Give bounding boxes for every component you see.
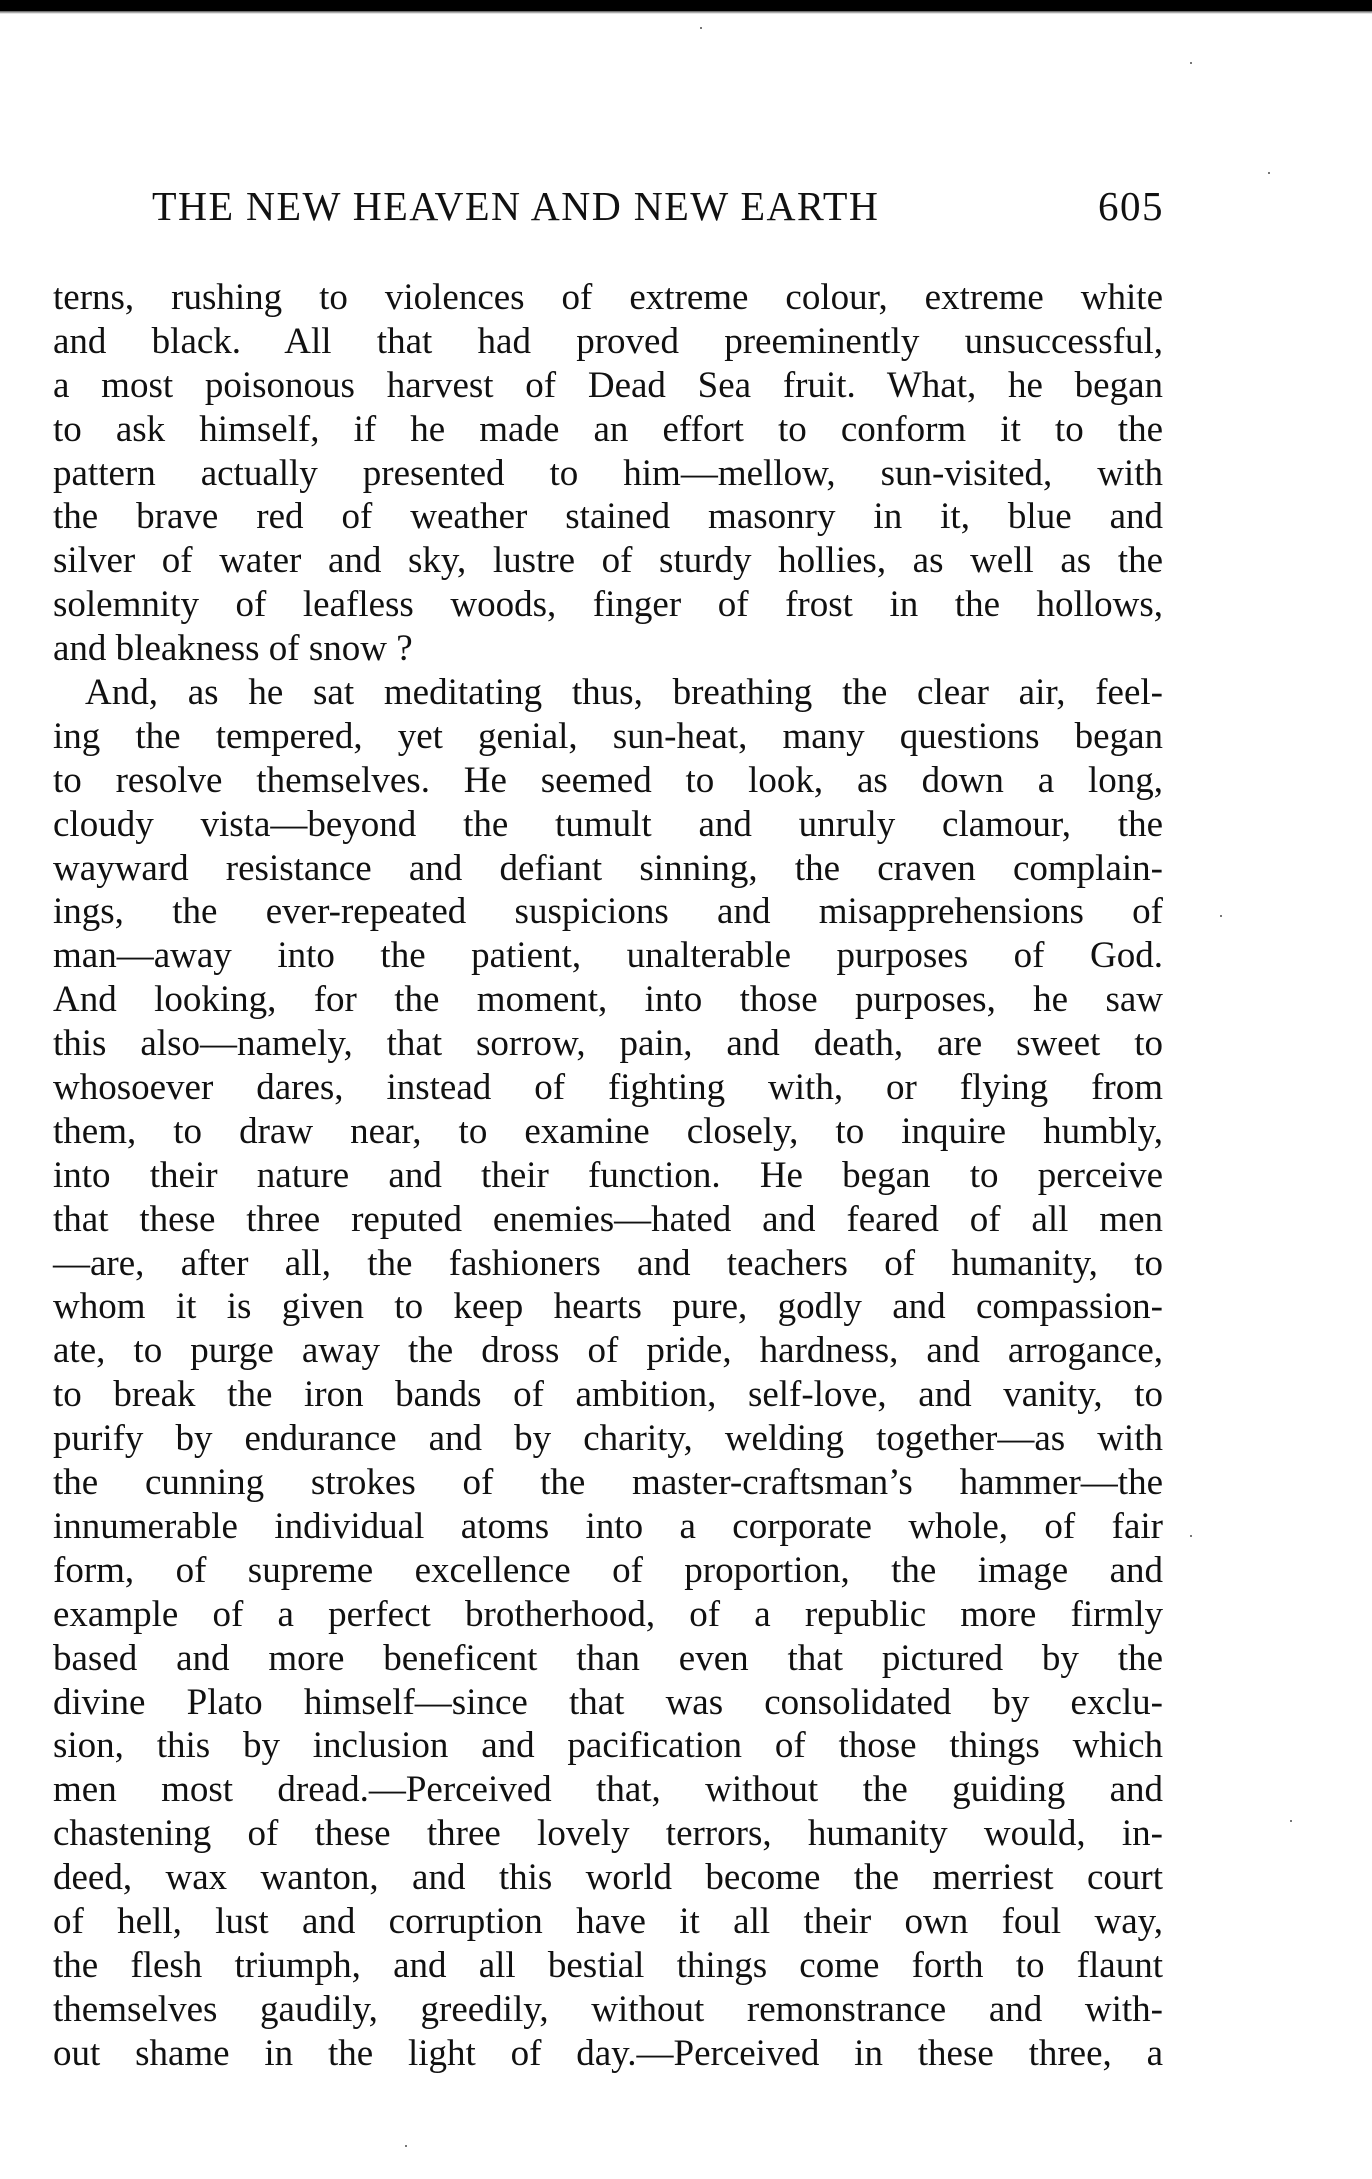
text-line: this also—namely, that sorrow, pain, and death, are sweet to bbox=[53, 1023, 1163, 1065]
text-line: purify by endurance and by charity, welding together—as with bbox=[53, 1418, 1163, 1460]
text-line: and black. All that had proved preeminently unsuccessful, bbox=[53, 320, 1163, 362]
text-line: terns, rushing to violences of extreme colour, extreme white bbox=[53, 277, 1163, 318]
text-line: a most poisonous harvest of Dead Sea fruit. What, he began bbox=[53, 364, 1163, 406]
text-line: And, as he sat meditating thus, breathing the clear air, feel- bbox=[85, 672, 1163, 714]
scan-speck bbox=[405, 2145, 407, 2147]
text-line: themselves gaudily, greedily, without remonstrance and with- bbox=[53, 1988, 1163, 2030]
text-line: to ask himself, if he made an effort to conform it to the bbox=[53, 408, 1163, 450]
text-line: the cunning strokes of the master-craftsman’s hammer—the bbox=[53, 1462, 1163, 1504]
text-line: cloudy vista—beyond the tumult and unruly clamour, the bbox=[53, 803, 1163, 845]
text-line: And looking, for the moment, into those purposes, he saw bbox=[53, 979, 1163, 1021]
text-line: —are, after all, the fashioners and teachers of humanity, to bbox=[53, 1242, 1163, 1284]
text-line: whosoever dares, instead of fighting with, or flying from bbox=[53, 1067, 1163, 1109]
text-line: form, of supreme excellence of proportion, the image and bbox=[53, 1549, 1163, 1591]
text-line: them, to draw near, to examine closely, to inquire humbly, bbox=[53, 1110, 1163, 1152]
text-line: solemnity of leafless woods, finger of frost in the hollows, bbox=[53, 584, 1163, 626]
text-line: based and more beneficent than even that pictured by the bbox=[53, 1637, 1163, 1679]
text-line: chastening of these three lovely terrors, humanity would, in- bbox=[53, 1813, 1163, 1855]
scan-speck bbox=[1268, 172, 1270, 174]
text-line: men most dread.—Perceived that, without the guiding and bbox=[53, 1769, 1163, 1811]
text-line: out shame in the light of day.—Perceived in these three, a bbox=[53, 2032, 1163, 2074]
text-line: ings, the ever-repeated suspicions and misapprehensions of bbox=[53, 891, 1163, 933]
running-head-title: THE NEW HEAVEN AND NEW EARTH bbox=[152, 183, 880, 229]
text-line: pattern actually presented to him—mellow, sun-visited, with bbox=[53, 452, 1163, 494]
text-line: silver of water and sky, lustre of sturdy hollies, as well as the bbox=[53, 540, 1163, 582]
text-line: the brave red of weather stained masonry in it, blue and bbox=[53, 496, 1163, 538]
scan-border-edge bbox=[0, 11, 1372, 14]
page-number: 605 bbox=[1098, 183, 1164, 229]
running-head bbox=[152, 182, 1164, 230]
text-line: into their nature and their function. He began to perceive bbox=[53, 1154, 1163, 1196]
body-text bbox=[53, 276, 1163, 2076]
text-line: of hell, lust and corruption have it all their own foul way, bbox=[53, 1900, 1163, 1942]
scan-speck bbox=[1220, 915, 1222, 917]
scan-speck bbox=[1290, 1820, 1292, 1822]
text-line: ate, to purge away the dross of pride, hardness, and arrogance, bbox=[53, 1330, 1163, 1372]
text-line: and bleakness of snow ? bbox=[53, 628, 413, 670]
text-line: example of a perfect brotherhood, of a republic more firmly bbox=[53, 1593, 1163, 1635]
scan-speck bbox=[700, 27, 702, 29]
text-line: whom it is given to keep hearts pure, godly and compassion- bbox=[53, 1286, 1163, 1328]
text-line: to resolve themselves. He seemed to look, as down a long, bbox=[53, 759, 1163, 801]
scan-speck bbox=[1190, 62, 1192, 64]
text-line: deed, wax wanton, and this world become the merriest court bbox=[53, 1857, 1163, 1899]
text-line: wayward resistance and defiant sinning, the craven complain- bbox=[53, 847, 1163, 889]
text-line: to break the iron bands of ambition, self-love, and vanity, to bbox=[53, 1374, 1163, 1416]
text-line: ing the tempered, yet genial, sun-heat, many questions began bbox=[53, 715, 1163, 757]
scan-top-border bbox=[0, 0, 1372, 11]
text-line: that these three reputed enemies—hated and feared of all men bbox=[53, 1198, 1163, 1240]
scan-speck bbox=[1190, 1535, 1192, 1537]
text-line: divine Plato himself—since that was consolidated by exclu- bbox=[53, 1681, 1163, 1723]
text-line: sion, this by inclusion and pacification of those things which bbox=[53, 1725, 1163, 1767]
text-line: the flesh triumph, and all bestial things come forth to flaunt bbox=[53, 1944, 1163, 1986]
text-line: innumerable individual atoms into a corporate whole, of fair bbox=[53, 1505, 1163, 1547]
text-line: man—away into the patient, unalterable purposes of God. bbox=[53, 935, 1163, 977]
